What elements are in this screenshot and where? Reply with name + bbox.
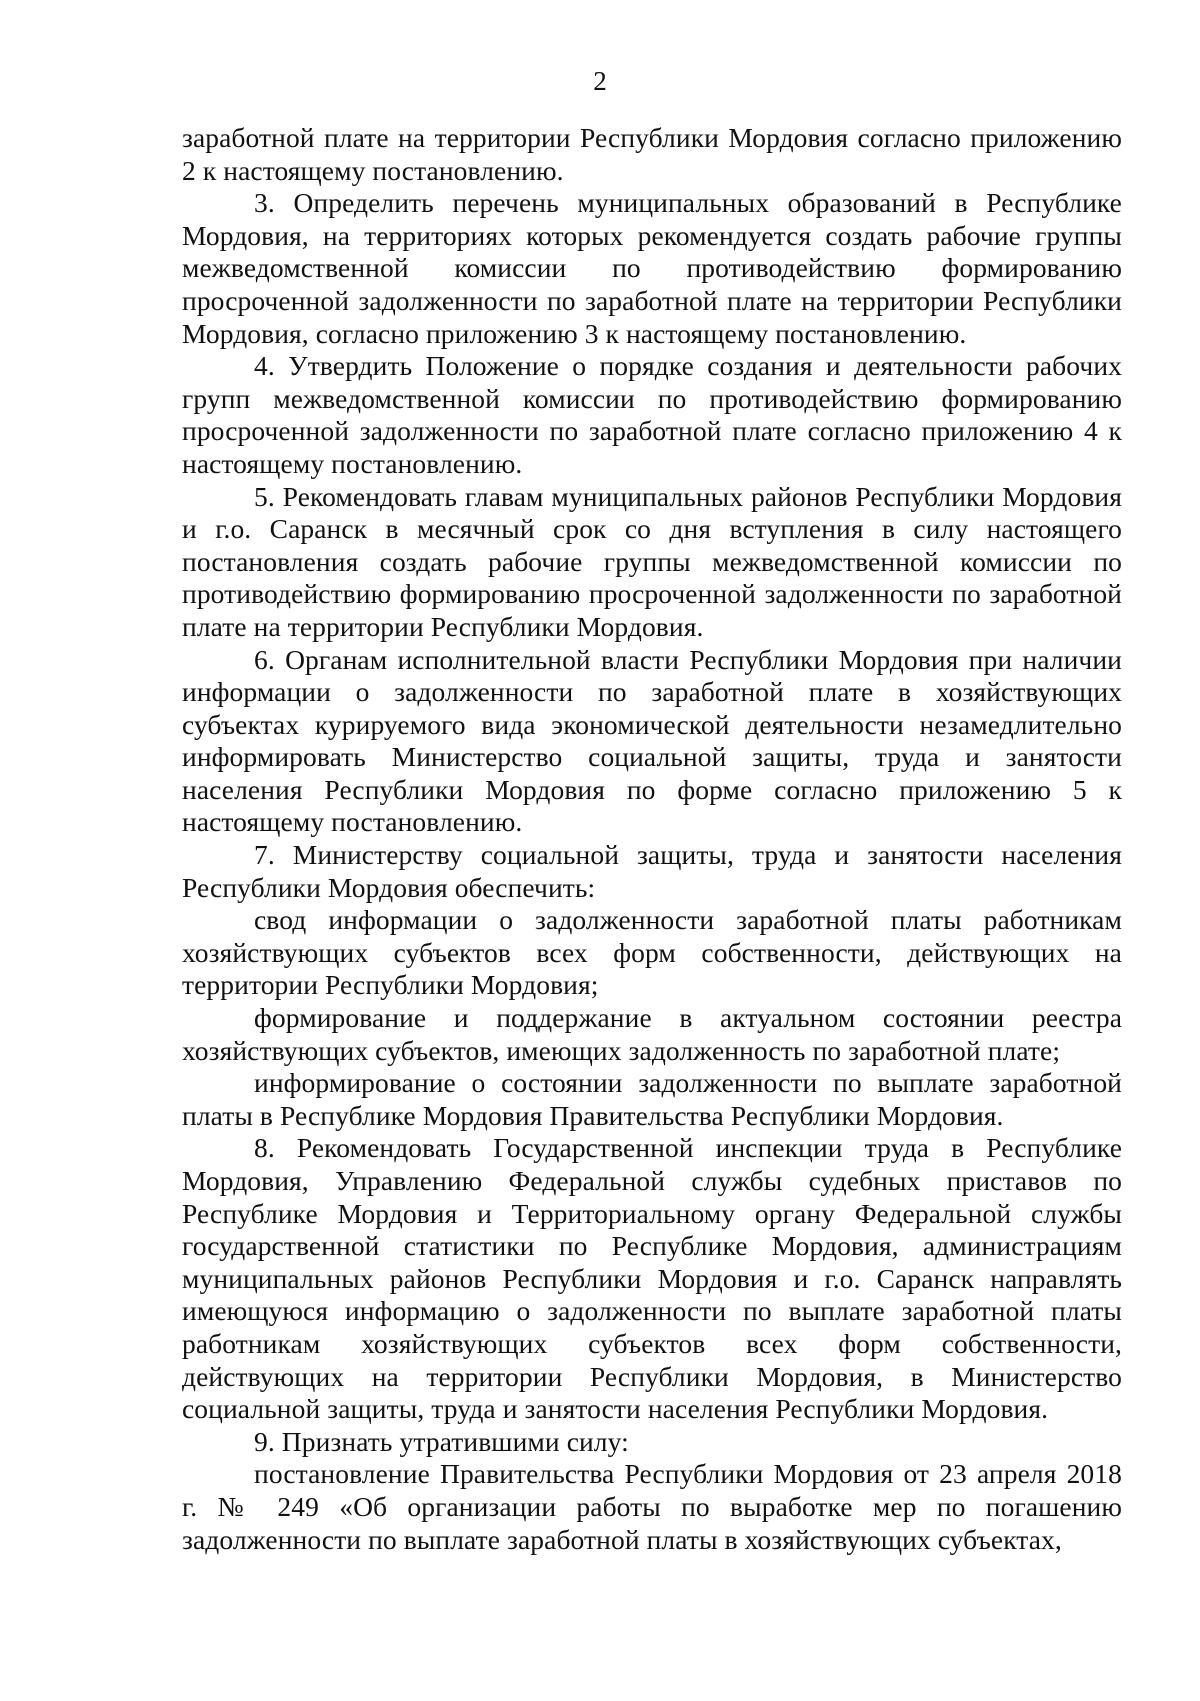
page-number: 2: [593, 66, 607, 96]
paragraph-item-6: 6. Органам исполнительной власти Республики Мордовия при наличии информации о задолженности по заработной плате в хозяйствующих субъектах курируемого вида экономической деятельности незамедлительно информировать Министерство социальной защиты, труда и занятости населения Республики Мордовия по форме согласно приложению 5 к настоящему постановлению.: [182, 643, 1122, 838]
paragraph-item-8: 8. Рекомендовать Государственной инспекции труда в Республике Мордовия, Управлению Федеральной службы судебных приставов по Республике Мордовия и Территориальному органу Федеральной службы государственной статистики по Республике Мордовия, администрациям муниципальных районов Республики Мордовия и г.о. Саранск направлять имеющуюся информацию о задолженности по выплате заработной платы работникам хозяйствующих субъектов всех форм собственности, действующих на территории Республики Мордовия, в Министерство социальной защиты, труда и занятости населения Республики Мордовия.: [182, 1132, 1122, 1425]
paragraph-continuation: заработной плате на территории Республики Мордовия согласно приложению 2 к настоящему постановлению.: [182, 122, 1122, 186]
paragraph-item-9-sub-1: постановление Правительства Республики Мордовия от 23 апреля 2018 г. № 249 «Об организации работы по выработке мер по погашению задолженности по выплате заработной платы в хозяйствующих субъектах,: [182, 1458, 1122, 1555]
paragraph-item-4: 4. Утвердить Положение о порядке создания и деятельности рабочих групп межведомственной комиссии по противодействию формированию просроченной задолженности по заработной плате согласно приложению 4 к настоящему постановлению.: [182, 350, 1122, 479]
paragraph-item-7: 7. Министерству социальной защиты, труда и занятости населения Республики Мордовия обеспечить:: [182, 839, 1122, 903]
paragraph-item-5: 5. Рекомендовать главам муниципальных районов Республики Мордовия и г.о. Саранск в месячный срок со дня вступления в силу настоящего постановления создать рабочие группы межведомственной комиссии по противодействию формированию просроченной задолженности по заработной плате на территории Республики Мордовия.: [182, 480, 1122, 642]
paragraph-item-7-sub-3: информирование о состоянии задолженности по выплате заработной платы в Республике Мордовия Правительства Республики Мордовия.: [182, 1067, 1122, 1131]
paragraph-item-9: 9. Признать утратившими силу:: [254, 1425, 629, 1457]
paragraph-item-3: 3. Определить перечень муниципальных образований в Республике Мордовия, на территориях которых рекомендуется создать рабочие группы межведомственной комиссии по противодействию формированию просроченной задолженности по заработной плате на территории Республики Мордовия, согласно приложению 3 к настоящему постановлению.: [182, 187, 1122, 349]
paragraph-item-7-sub-2: формирование и поддержание в актуальном состоянии реестра хозяйствующих субъектов, имеющих задолженность по заработной плате;: [182, 1002, 1122, 1066]
paragraph-item-7-sub-1: свод информации о задолженности заработной платы работникам хозяйствующих субъектов всех форм собственности, действующих на территории Республики Мордовия;: [182, 904, 1122, 1001]
document-body: [182, 122, 1122, 1556]
